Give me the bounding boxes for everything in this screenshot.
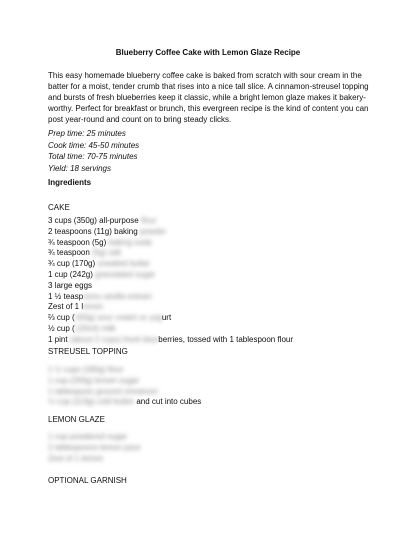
ingredient-item [48,313,293,324]
ingredient-text-blurred: 120ml) milk [74,323,116,333]
ingredient-text-blurred: flour [140,216,157,225]
ingredient-text: 3 large eggs [48,280,93,290]
ingredient-item [48,324,293,335]
ingredient-text-blurred: powder [137,226,167,236]
ingredient-item [48,397,201,408]
ingredient-text: 1 cup (242g) [48,269,93,279]
ingredient-text-blurred: 1 ½ cups (180g) flour [48,365,124,374]
lemon-glaze-heading: LEMON GLAZE [48,415,105,424]
optional-garnish-heading: OPTIONAL GARNISH [48,476,127,485]
ingredient-item [48,387,201,398]
ingredient-text-blurred: 1 cup (200g) brown sugar [48,375,140,385]
ingredient-text: 1 ½ teasp [48,291,84,301]
ingredient-text-tail: urt [161,313,172,323]
ingredient-text-blurred: 1 tablespoon ground cinnamon [48,386,158,396]
ingredient-text-tail: berries, tossed with 1 tablespoon flour [158,334,294,344]
recipe-title: Blueberry Coffee Cake with Lemon Glaze Recipe [115,48,301,57]
recipe-intro: This easy homemade blueberry coffee cake is baked from scratch with sour cream in the batter for a moist, tender crumb that rises into a nice tall slice. A cinnamon-streusel topping and bursts of fresh blueberries keep it classic, while a bright lemon glaze makes it bakery-worthy. Perfect for breakfast or brunch, this evergreen recipe is the kind of content you can post year-round and count on to bring steady clicks. [48,71,369,124]
lemon-glaze-ingredient-list [48,432,141,464]
ingredient-text-blurred: ½ cup (113g) cold butter [48,397,135,407]
streusel-heading: STREUSEL TOPPING [48,347,128,356]
ingredient-item [48,292,293,303]
ingredient-text-blurred: emon [83,302,104,312]
ingredient-text: Zest of 1 l [48,302,84,312]
ingredient-text-blurred: granulated sugar [92,269,156,279]
ingredient-text-blurred: unsalted butter [95,259,151,269]
streusel-ingredient-list [48,365,201,408]
prep-time: Prep time: 25 minutes [48,129,126,138]
cook-time: Cook time: 45-50 minutes [48,140,140,150]
ingredient-text: ¾ teaspoon [48,248,90,258]
ingredient-text: ½ cup ( [48,323,75,333]
ingredient-item [48,302,293,313]
ingredient-text-blurred: (5g) salt [89,248,121,258]
ingredient-item [48,335,293,346]
ingredient-text: 3 cups (350g) all-purpose [48,216,141,225]
ingredient-text-blurred: oons vanilla extract [83,291,152,301]
ingredient-item [48,270,293,281]
ingredient-text-blurred: Zest of 1 lemon [48,453,104,463]
ingredient-item [48,259,293,270]
ingredient-item [48,454,141,465]
ingredient-text-blurred: 1 cup powdered sugar [48,432,128,441]
ingredient-text-blurred: 160g) sour cream or yog [74,313,162,323]
ingredient-text: ⅔ cup ( [48,313,75,323]
ingredient-item [48,281,293,292]
recipe-meta [48,128,139,174]
ingredient-item [48,248,293,259]
ingredient-item [48,216,293,227]
ingredient-text: 1 pint [48,334,68,344]
ingredient-text-tail: and cut into cubes [134,397,202,407]
ingredient-text-blurred: 2 tablespoons lemon juice [48,442,141,452]
ingredient-item [48,365,201,376]
ingredient-text-blurred: baking soda [106,237,152,247]
ingredient-item [48,238,293,249]
yield: Yield: 18 servings [48,163,111,173]
total-time: Total time: 70-75 minutes [48,152,138,161]
ingredient-item [48,432,141,443]
ingredient-item [48,376,201,387]
ingredient-item [48,443,141,454]
ingredient-text: ¾ cup (170g) [48,259,96,269]
ingredients-heading: Ingredients [48,178,92,187]
cake-ingredient-list [48,216,293,346]
ingredient-text: ¾ teaspoon (5g) [48,237,107,247]
ingredient-text: 2 teaspoons (11g) baking [48,226,138,236]
ingredient-text-blurred: (about 2 cups) fresh blue [67,334,159,344]
ingredient-item [48,227,293,238]
cake-heading: CAKE [48,203,70,212]
